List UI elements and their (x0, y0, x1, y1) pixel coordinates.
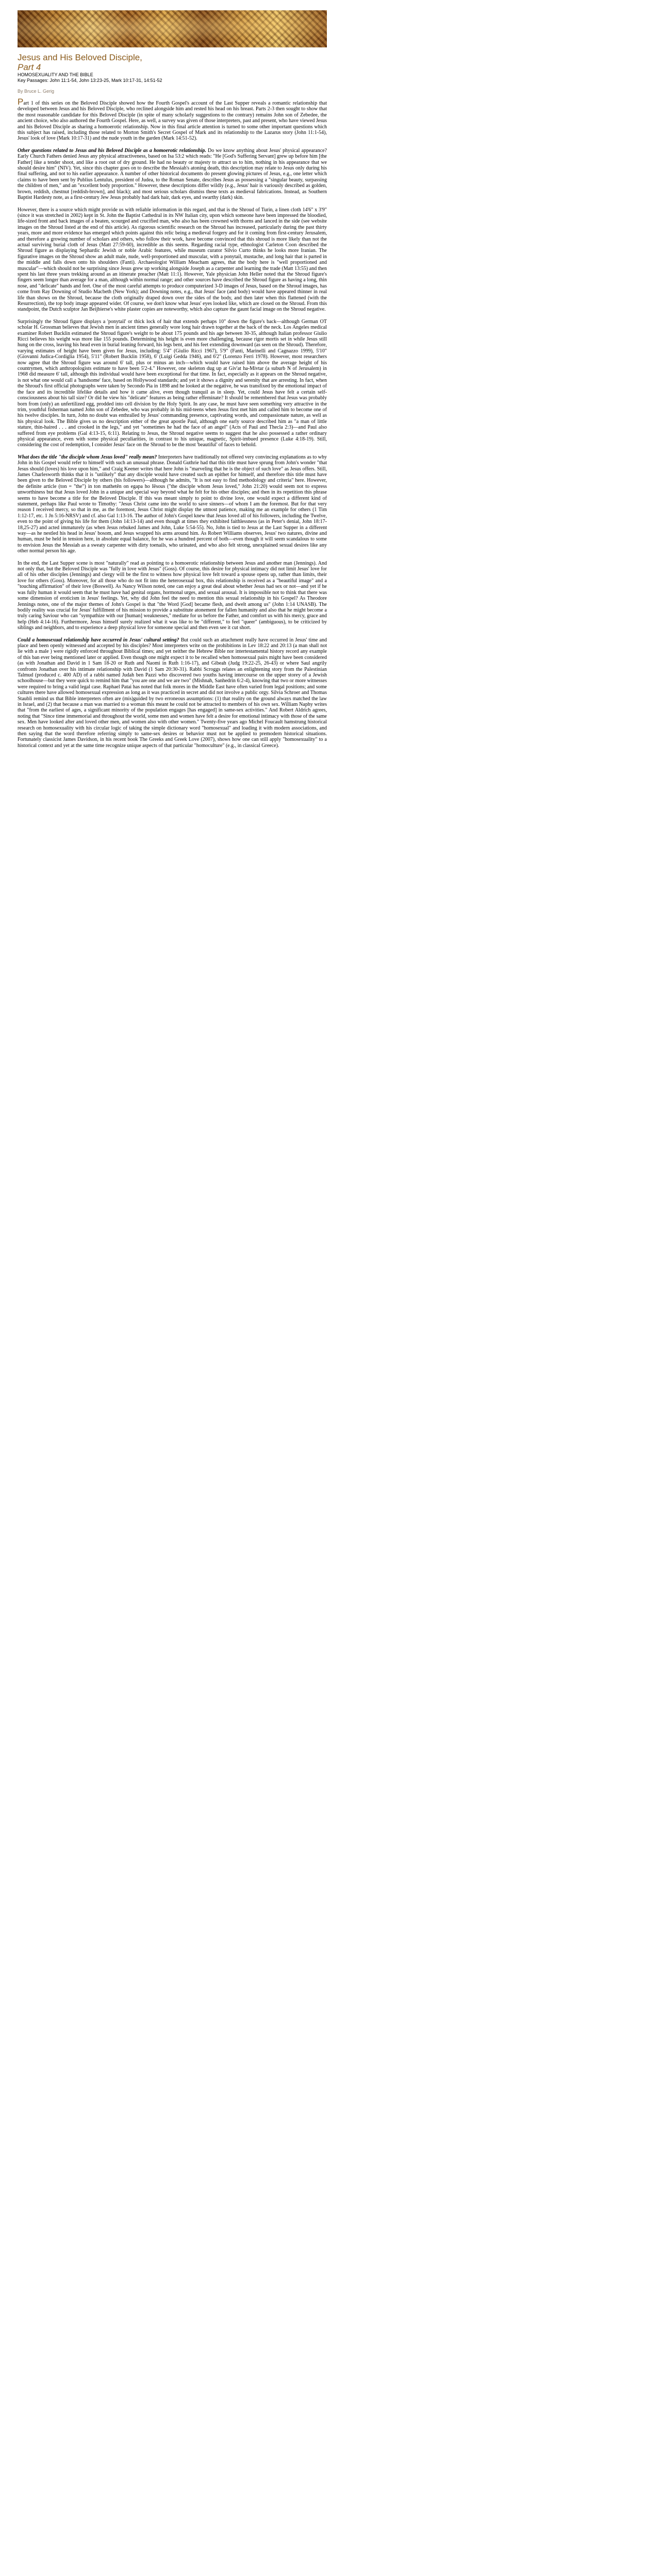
section-heading: What does the title "the disciple whom Jesus loved" really mean? (18, 454, 157, 460)
byline: By Bruce L. Gerig (18, 89, 55, 94)
paragraph-last-supper (18, 561, 327, 631)
section-text: In the end, the Last Supper scene is most "naturally" read as pointing to a homoerotic relationship between Jesus and another man (Jennings). And not only that, but the Beloved Disciple was "fully in love with Jesus" (Goss). Of course, this desire for physical intimacy did not limit Jesus' love for all of his other disciples (Jennings) and clergy will be the first to witness how physical love felt toward a spouse opens up, rather than limits, their love for others (Goss). Moreover, for all those who do not fit into the heterosexual box, this relationship is received as a "beautiful image" and a "touching affirmation" of their love (Boswell). As Nancy Wilson noted, one can enjoy a great deal about whether Jesus had sex or not—and yet if he was fully human it would seem that he must have had genital organs, hormonal urges, and sexual arousal. It is impossible not to think that there was some dimension of eroticism in Jesus' feelings. Yet, why did John feel the need to mention this sexual relationship in his Gospel? As Theodore Jennings notes, one of the major themes of John's Gospel is that "the Word [God] became flesh, and dwelt among us" (John 1:14 UNASB). The bodily reality was crucial for Jesus' fulfillment of his mission to provide a substitute atonement for fallen humanity and also that he might become a truly caring Saviour who can "sympathize with our [human] weaknesses," mediate for us before the Father, and comfort us with his mercy, grace and help (Heb 4:14-16). Furthermore, Jesus himself surely realized what it was like to be "different," to feel "queer" (ambiguous), to be criticized by siblings and neighbors, and to experience a deep physical love for someone special and then even see it cut short. (18, 560, 327, 631)
section-text: But could such an attachment really have occurred in Jesus' time and place and been openly witnessed and accepted by his disciples? Most interpreters write on the prohibitions in Lev 18:22 and 20:13 (a man shall not lie with a male ) were rigidly enforced throughout Biblical times; and yet neither the Hebrew Bible nor intertestamental history record any example of this ban ever being mentioned later or applied. Even though one might expect it to be recalled when homosexual pairs might have been considered (as with Jonathan and David in 1 Sam 18-20 or Ruth and Naomi in Ruth 1:16-17), and Gibeah (Judg 19:22-25, 26-43) or where Saul angrily confronts Jonathan over his intimate relationship with David (1 Sam 20:30-31). Rabbi Scroggs relates an enlightening story from the Palestinian Talmud (produced c. 400 AD) of a rabbi named Judah ben Pazzi who discovered two youths having intercourse on the upper storey of a Jewish schoolhouse—but they were quick to remind him that "you are one and we are two" (Mishnah, Sanhedrin 6:2-4), knowing that two or more witnesses were required to bring a valid legal case. Raphael Patai has noted that folk mores in the Middle East have often varied from legal positions; and some cultures there have allowed homosexual expression as long as it was practiced in secret and did not involve a public orgy. Silvia Schroer and Thomas Staubli remind us that Bible interpreters often are (mis)guided by two erroneous assumptions: (1) that reality on the ground always matched the law in Israel, and (2) that because a man was married to a woman this meant he could not be attracted to members of his own sex. William Naphy writes that "from the earliest of ages, a significant minority of the population engages [has engaged] in same-sex activities." And Robert Aldrich agrees, noting that "Since time immemorial and throughout the world, some men and women have felt a desire for emotional intimacy with those of the same sex. Men have looked after and loved other men, and women also with other women." Twenty-five years ago Michel Foucault hamstrung historical research on homosexuality with his circular logic of taking the simple dictionary word "homosexual" and loading it with modern associations, and then saying that the word therefore referring simply to same-sex desires or behavior must not be applied to premodern historical situations. Fortunately classicist James Davidson, in his recent book The Greeks and Greek Love (2007), shows how one can still apply "homosexuality" to a historical context and yet at the same time recognize unique aspects of that particular "homoculture" (e.g., in classical Greece). (18, 637, 327, 749)
key-passages: Key Passages: John 11:1-54, John 13:23-25, Mark 10:17-31, 14:51-52 (18, 78, 162, 83)
article-subtitle: Part 4 (18, 62, 41, 72)
section-text: However, there is a source which might provide us with reliable information in this regard, and that is the Shroud of Turin, a linen cloth 14'6" x 3'9" (since it was stretched in 2002) kept in St. John the Baptist Cathedral in its NW Italian city, upon which someone have been impressed the bloodied, life-sized front and back images of a beaten, scourged and crucified man, who also has been crowned with thorns and lanced in the side (see website images on the Shroud listed at the end of this article). As rigorous scientific research on the Shroud has increased, particularly during the past thirty years, more and more evidence has emerged which points against this relic being a medieval forgery and for it coming from first-century Jerusalem, and therefore a growing number of scholars and others, who follow their work, have become convinced that this shroud is more likely than not the actual surviving burial cloth of Jesus (Matt 27:59-60), incredible as this seems. Regarding racial type, ethnologist Carleton Coon described the Shroud figure as displaying Sephardic Jewish or noble Arabic features, while museum curator Silvio Curto thinks he looks more Iranian. The figurative images on the Shroud show an adult male, nude, well-proportioned and muscular, with a ponytail, mustache, and long hair that is parted in the middle and falls down onto his shoulders (Fanti). Archaeologist William Meacham agrees, that the body here is "well proportioned and muscular"—which should not be surprising since Jesus grew up working alongside Joseph as a carpenter and learning the trade (Matt 13:55) and then spent his last three years trekking around as an itinerate preacher (Matt 11:1). However, Yale physician John Heller noted that the Shroud figure's fingers seem longer than average for a man, although within normal range; and other sources have described the Shroud figure as having a long, thin nose, and "delicate" hands and feet. One of the most careful attempts to produce computerized 3-D images of Jesus, based on the Shroud images, has come from Ray Downing of Studio Macbeth (New York); and Downing notes, e.g., that Jesus' face (and body) would have appeared thinner in real life than shows on the Shroud, because the cloth originally draped down over the sides of the body, and then later when this flattened (with the Resurrection), the top body image appeared wider. Of course, we don't know what Jesus' eyes looked like, which are closed on the Shroud. From this standpoint, the Dutch sculptor Jan Beijbierse's white plaster copies are noteworthy, which also capture the gaunt facial image on the Shroud negative. (18, 207, 327, 313)
article-title: Jesus and His Beloved Disciple, (18, 53, 142, 62)
section-text: Interpreters have traditionally not offered very convincing explanations as to why John in his Gospel would refer to himself with such an unusual phrase. Donald Guthrie had that this title must have sprung from John's wonder "that Jesus should (loves) his love upon him," and Craig Keener writes that here John is "marveling that he is the object of such love" as Jesus offers. Still, James Charlesworth thinks that it is "unlikely" that any disciple would have created such an epithet for himself, and therefore this title must have been given to the Beloved Disciple by others (his followers)—although he admits, "It is not easy to find methodology and criteria" here. However, the definite article (ton = "the") in ton mathetên on egapa ho Iêsous ("the disciple whom Jesus loved," John 21:20) would seem not to express unworthiness but that Jesus loved John in a unique and special way beyond what he felt for his other disciples; and then in its repetition this phrase seems to have become a title for the Beloved Disciple. If this was meant simply to point to divine love, one would expect a different kind of statement, perhaps like Paul wrote to Timothy: "Jesus Christ came into the world to save sinners—of whom I am the foremost. But for that very reason I received mercy, so that in me, as the foremost, Jesus Christ might display the utmost patience, making me an example for others (1 Tim 1:12-17, etc. 1 Jn 5:16-NRSV) and cf. also Gal 1:13-16. The author of John's Gospel knew that Jesus loved all of his followers, including the Twelve, even to the point of giving his life for them (John 14:13-14) and even though at times they exhibited faithlessness (as in Peter's denial, John 18:17-18,25-27) and acted immaturely (as when Jesus rebuked James and John, Luke 5:54-55). No, John is tied to Jesus at the Last Supper in a different way—as he nestled his head in Jesus' bosom, and Jesus wrapped his arms around him. As Robert Williams observes, Jesus' two natures, divine and human, must be held in tension here, in absolute equal balance, for he was a hundred percent of both—even though it will seem scandalous to some to envision Jesus the Messiah as a sweaty carpenter with dirty toenails, who urinated, and who also felt strong, unexplained sexual desires like any other normal person his age. (18, 454, 327, 554)
section-cultural-setting (18, 637, 327, 749)
section-heading: Other questions related to Jesus and his Beloved Disciple as a homoerotic relationship. (18, 147, 206, 154)
article-body (18, 99, 347, 749)
section-beloved-title (18, 454, 327, 554)
drop-cap: P (18, 97, 24, 107)
intro-text: art 1 of this series on the Beloved Disciple showed how the Fourth Gospel's account of the Last Supper reveals a romantic relationship that developed between Jesus and his Beloved Disciple, who reclined alongside him and rested his head on his breast. Parts 2-3 then sought to show that the most reasonable candidate for this Beloved Disciple (in spite of many scholarly suggestions to the contrary) remains John son of Zebedee, the ancient choice, who also authored the Fourth Gospel. Here, as well, a survey was given of those interpreters, past and present, who have viewed Jesus and his Beloved Disciple as sharing a homoerotic relationship. Now in this final article attention is turned to some other important questions which this subject has raised, including those related to Morton Smith's Secret Gospel of Mark and its relationship to the Lazarus story (John 11:1-54), Jesus' look of love (Mark 10:17-31) and the nude youth in the garden (Mark 14:51-52). (18, 100, 327, 142)
series-label: HOMOSEXUALITY AND THE BIBLE (18, 72, 93, 77)
paragraph-shroud-figure (18, 319, 327, 448)
ornate-gold-banner (18, 10, 327, 47)
section-text: Do we know anything about Jesus' physical appearance? Early Church Fathers denied Jesus any physical attractiveness, based on Isa 53:2 which reads: "He [God's Suffering Servant] grew up before him [the Father] like a tender shoot, and like a root out of dry ground. He had no beauty or majesty to attract us to him, nothing in his appearance that we should desire him" (NIV). Yet, since this chapter goes on to describe the Messiah's atoning death, this description may relate to Jesus only during his final suffering, and not to his earlier appearance. A number of other historical documents do present glowing pictures of Jesus, e.g., one letter which claims to have been sent by Publius Lentulus, president of Judea, to the Roman Senate, describes Jesus as possessing a "singular beauty, surpassing the children of men," and an "excellent body proportion." However, these descriptions differ wildly (e.g., Jesus' hair is variously described as golden, brown, reddish, chestnut [reddish-brown], and black); and most serious scholars dismiss these texts as medieval fabrications. Instead, as Southern Baptist Hardesty note, as a first-century Jew Jesus probably had dark hair, dark eyes, and swarthy (dark) skin. (18, 147, 327, 201)
section-physical-appearance (18, 148, 327, 201)
paragraph-shroud (18, 207, 327, 313)
section-text: Surprisingly the Shroud figure displays a 'ponytail' or thick lock of hair that extends perhaps 10" down the figure's back—although German OT scholar H. Grossman believes that Jewish men in ancient times generally wore long hair drawn together at the back of the neck. Los Angeles medical examiner Robert Bucklin estimated the Shroud figure's weight to be about 175 pounds and his age between 30-35, although Italian professor Giulio Ricci believes his weight was more like 155 pounds. Determining his height is even more challenging, because rigor mortis set in while Jesus still hung on the cross, leaving his head even in burial leaning forward, his legs bent, and his feet extending downward (as seen on the Shroud). Therefore, varying estimates of height have been given for Jesus, including: 5'4" (Giulio Ricci 1967), 5'9" (Fanti, Marinelli and Cagnazzo 1999), 5'10" (Giovanni Judica-Cordiglia 1954), 5'11" (Robert Bucklin 1958), 6' (Luigi Gedda 1946), and 6'2" (Lorenzo Ferri 1978). However, most researchers now agree that the Shroud figure was around 6' tall, plus or minus an inch—which would have raised him above the average height of his countrymen, which anthropologists estimate to have been 5'2-4." However, one skeleton dug up at Giv'at ha-Mivtar (a suburb N of Jerusalem) in 1968 did measure 6' tall, although this individual would have been exceptional for that time. In fact, especially as it appears on the Shroud negative, is not what one would call a 'handsome' face, based on Hollywood standards; and yet it shows a dignity and serenity that are arresting. In fact, when the Shroud's first official photographs were taken by Secondo Pia in 1898 and he looked at the negative, he was transfixed by the emotional impact of the face and its incredible lifelike details and how it came alive, even though tranquil as in sleep. Yet, could Jesus have felt a certain self-consciousness about his tall size? Or did he view his "delicate" features as being rather effeminate? It should be remembered that Jesus was probably born from (only) an unfertilized egg, prodded into cell division by the Holy Spirit. In any case, he must have seen something very attractive in the trim, youthful fisherman named John son of Zebedee, who was probably in his mid-teens when Jesus first met him and called him to become one of his twelve disciples. In turn, John no doubt was enthralled by Jesus' commanding presence, captivating words, and compassionate nature, as well as his physical look. The Bible gives us no description either of the great apostle Paul, although one early source described him as "a man of little stature, thin-haired . . . and crooked in the legs," and yet "sometimes he had the face of an angel" (Acts of Paul and Thecla 2:3)—and Paul also suffered from eye problems (Gal 4:13-15, 6:11). Relating to Jesus, the Shroud negative seems to suggest that he also possessed a rather ordinary physical appearance, even with some physical peculiarities, in contrast to his unique, magnetic, Spirit-imbued presence (Luke 4:18-19). Still, considering the cost of redemption, I consider Jesus' face on the Shroud to be the most 'beautiful' of faces to behold. (18, 318, 327, 448)
page (18, 0, 347, 749)
section-heading: Could a homosexual relationship have occurred in Jesus' cultural setting? (18, 637, 179, 643)
intro-paragraph (18, 99, 327, 142)
